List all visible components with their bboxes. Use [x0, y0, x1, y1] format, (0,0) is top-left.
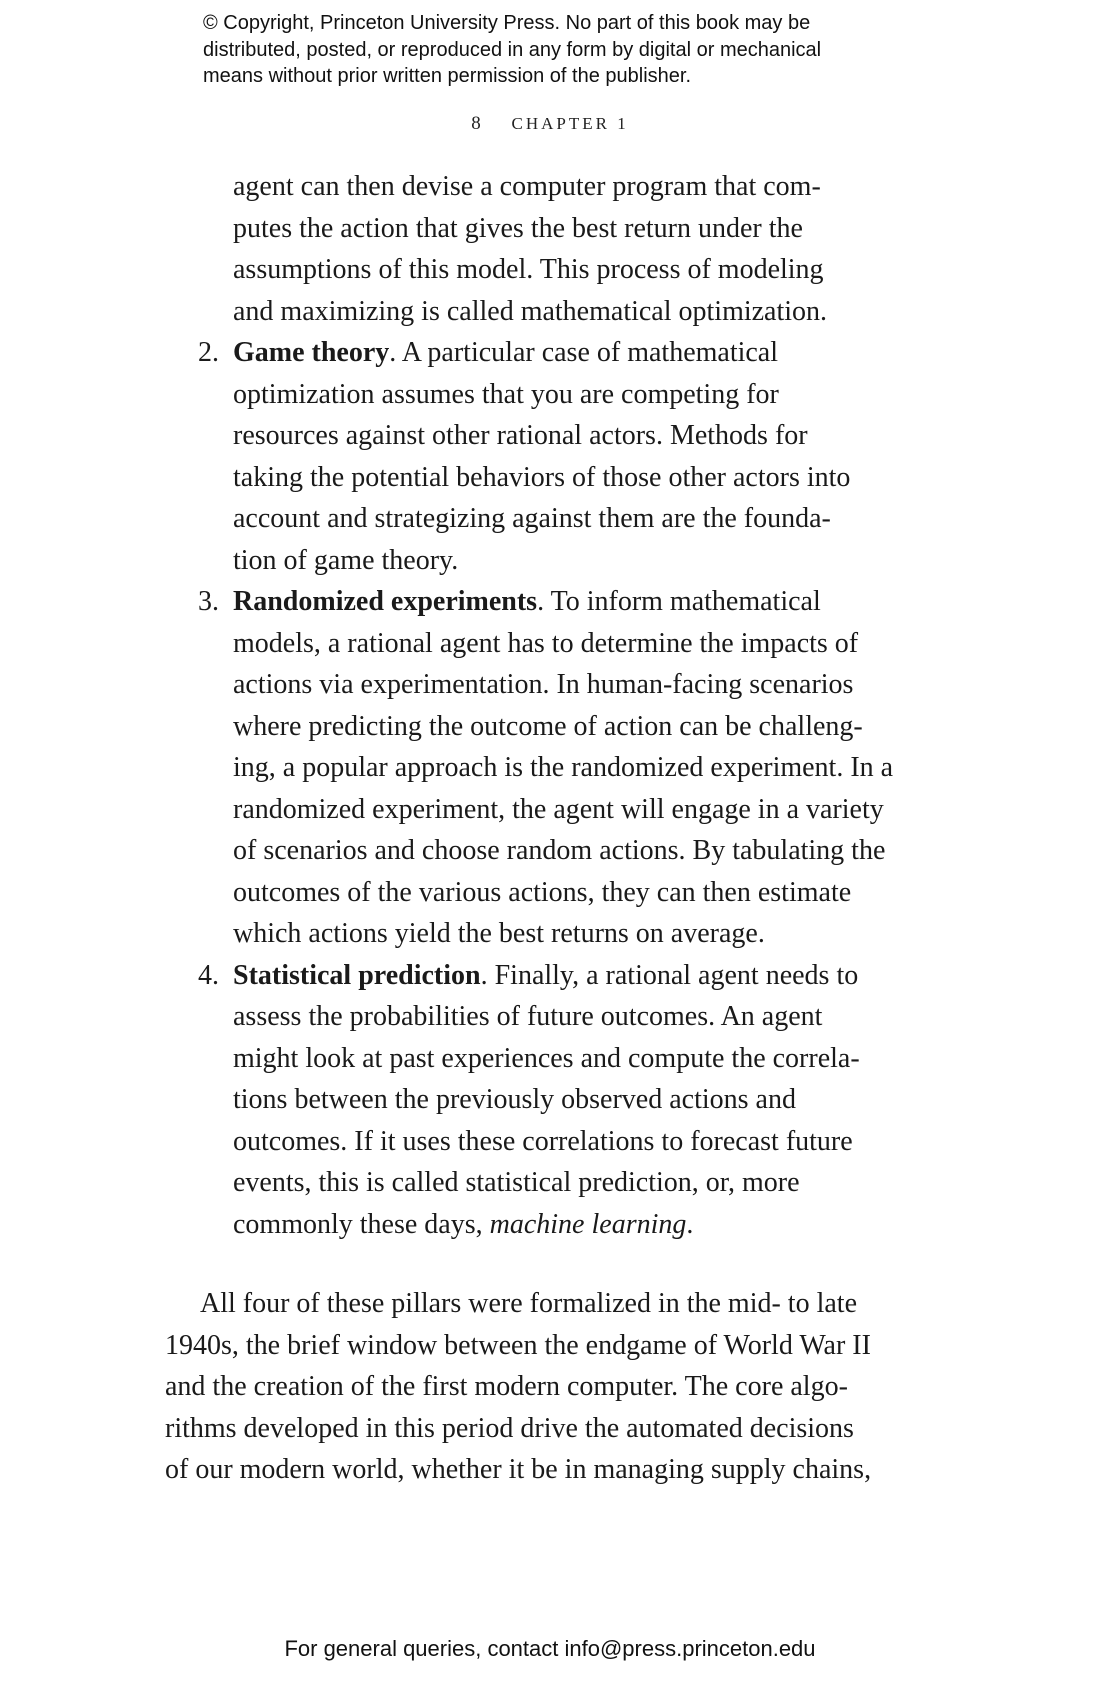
body-paragraph — [165, 1283, 945, 1491]
text-line: assumptions of this model. This process of modeling — [233, 254, 824, 285]
text-line: and the creation of the first modern computer. The core algo- — [165, 1371, 848, 1402]
text-line: rithms developed in this period drive the automated decisions — [165, 1412, 854, 1444]
text-line: models, a rational agent has to determine the impacts of — [233, 627, 859, 659]
emphasis-term: machine learning — [489, 1208, 687, 1240]
text-line: outcomes of the various actions, they can then estimate — [233, 876, 852, 908]
text-line: 1940s, the brief window between the endgame of World War II — [165, 1329, 871, 1361]
copyright-line: © Copyright, Princeton University Press. No part of this book may be — [203, 12, 811, 34]
text-line: might look at past experiences and compute the correla- — [233, 1042, 860, 1074]
text-line: events, this is called statistical prediction, or, more — [233, 1167, 800, 1198]
item-number: 2. — [198, 337, 219, 368]
page-number: 8 — [471, 113, 484, 134]
item-term: Randomized experiments — [233, 586, 538, 617]
item-number: 4. — [198, 959, 219, 991]
text-line: of scenarios and choose random actions. By tabulating the — [233, 835, 886, 866]
text-line: putes the action that gives the best return under the — [233, 212, 803, 244]
text-line: taking the potential behaviors of those other actors into — [233, 461, 851, 493]
text-line: and maximizing is called mathematical optimization. — [233, 295, 828, 327]
list-item-statistical-prediction — [198, 955, 958, 1246]
item-text: . — [686, 1208, 694, 1240]
text-line — [233, 581, 958, 623]
copyright-line: means without prior written permission of the publisher. — [203, 65, 692, 87]
copyright-line: distributed, posted, or reproduced in any form by digital or mechanical — [203, 38, 822, 61]
text-line: assess the probabilities of future outcomes. An agent — [233, 1001, 823, 1032]
text-line: actions via experimentation. In human-facing scenarios — [233, 669, 854, 700]
item-text: . A particular case of mathematical — [389, 337, 779, 368]
text-line: ing, a popular approach is the randomized experiment. In a — [233, 752, 894, 783]
copyright-notice — [203, 10, 923, 90]
text-line: optimization assumes that you are competing for — [233, 378, 779, 410]
text-line — [233, 1204, 958, 1246]
text-line: randomized experiment, the agent will engage in a variety — [233, 793, 884, 825]
text-line: where predicting the outcome of action can be challeng- — [233, 710, 863, 742]
item-text: . To inform mathematical — [537, 586, 821, 617]
text-line: outcomes. If it uses these correlations to forecast future — [233, 1125, 853, 1157]
text-line — [165, 1283, 945, 1325]
text-line: which actions yield the best returns on average. — [233, 918, 765, 949]
list-item-continuation — [198, 166, 958, 332]
footer-contact: For general queries, contact info@press.princeton.edu — [284, 1636, 816, 1661]
text-line: tions between the previously observed actions and — [233, 1084, 796, 1115]
chapter-label: CHAPTER 1 — [511, 114, 629, 133]
pillars-list — [198, 166, 958, 1245]
list-item-game-theory — [198, 332, 958, 581]
text-line — [233, 332, 958, 374]
item-text: commonly these days, — [233, 1208, 490, 1240]
item-text: . Finally, a rational agent needs to — [480, 959, 859, 991]
text-line: account and strategizing against them are the founda- — [233, 503, 831, 534]
text-line — [233, 955, 958, 997]
text-line: of our modern world, whether it be in managing supply chains, — [165, 1454, 872, 1485]
paragraph-text: All four of these pillars were formalized in the mid- to late — [200, 1288, 858, 1319]
text-line: agent can then devise a computer program that com- — [233, 171, 821, 202]
text-line: resources against other rational actors. Methods for — [233, 420, 808, 451]
item-term: Statistical prediction — [233, 959, 481, 991]
running-head — [0, 113, 1100, 135]
item-term: Game theory — [233, 337, 390, 368]
text-line: tion of game theory. — [233, 544, 459, 576]
item-number: 3. — [198, 586, 219, 617]
list-item-randomized-experiments — [198, 581, 958, 955]
